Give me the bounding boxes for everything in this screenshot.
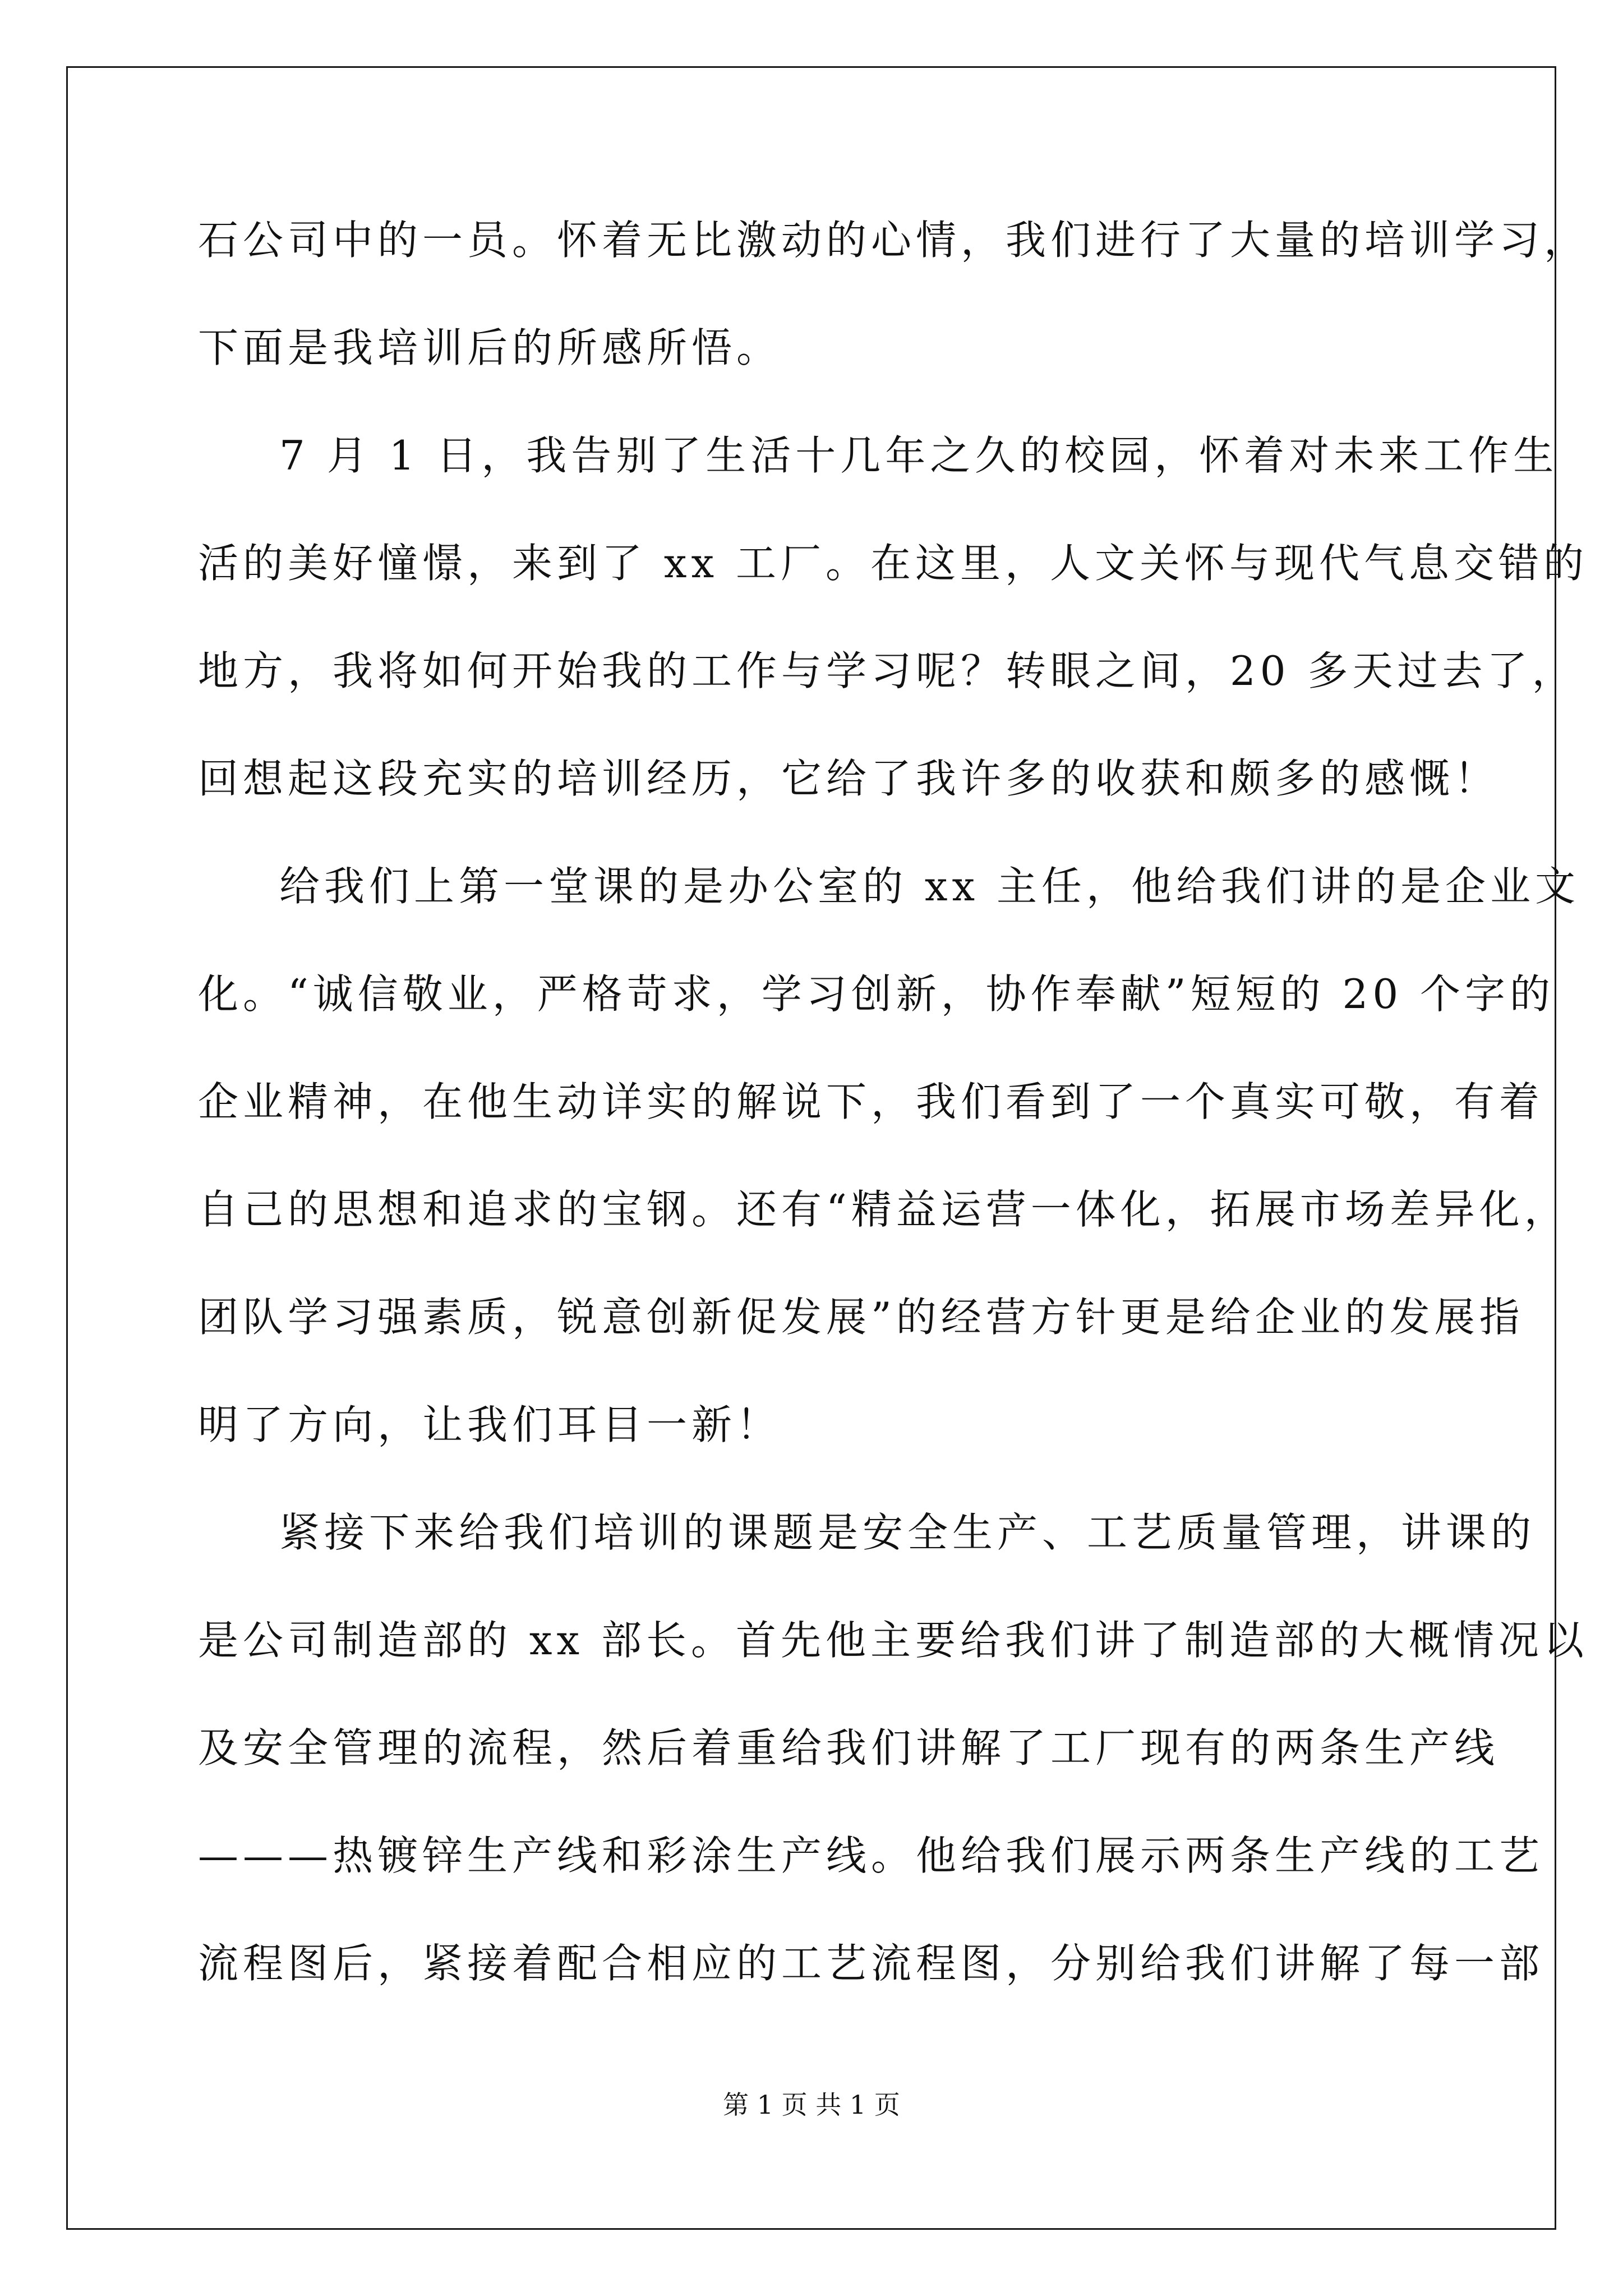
text-line: 7 月 1 日，我告别了生活十几年之久的校园，怀着对未来工作生 — [279, 432, 1559, 479]
text-line: 自己的思想和追求的宝钢。还有“精益运营一体化，拓展市场差异化， — [198, 1186, 1569, 1233]
text-line: 下面是我培训后的所感所悟。 — [198, 324, 782, 371]
text-line: 流程图后，紧接着配合相应的工艺流程图，分别给我们讲解了每一部 — [198, 1940, 1544, 1987]
page-border — [66, 66, 1559, 2230]
text-line: 紧接下来给我们培训的课题是安全生产、工艺质量管理，讲课的 — [279, 1509, 1536, 1556]
text-line: 企业精神，在他生动详实的解说下，我们看到了一个真实可敬，有着 — [198, 1078, 1544, 1125]
text-line: 给我们上第一堂课的是办公室的 xx 主任，他给我们讲的是企业文 — [279, 863, 1580, 910]
text-line: 活的美好憧憬，来到了 xx 工厂。在这里，人文关怀与现代气息交错的 — [198, 540, 1588, 587]
text-line: 明了方向，让我们耳目一新！ — [198, 1401, 782, 1448]
text-line: 地方，我将如何开始我的工作与学习呢？转眼之间，20 多天过去了， — [198, 647, 1577, 694]
text-line: 是公司制造部的 xx 部长。首先他主要给我们讲了制造部的大概情况以 — [198, 1617, 1588, 1664]
text-line: 及安全管理的流程，然后着重给我们讲解了工厂现有的两条生产线 — [198, 1724, 1500, 1772]
text-line: 石公司中的一员。怀着无比激动的心情，我们进行了大量的培训学习， — [198, 217, 1589, 264]
text-line: ———热镀锌生产线和彩涂生产线。他给我们展示两条生产线的工艺 — [198, 1832, 1544, 1879]
text-line: 团队学习强素质，锐意创新促发展”的经营方针更是给企业的发展指 — [198, 1294, 1524, 1341]
text-line: 回想起这段充实的培训经历，它给了我许多的收获和颇多的感慨！ — [198, 755, 1500, 802]
page-footer: 第 1 页 共 1 页 — [723, 2090, 900, 2120]
text-line: 化。“诚信敬业，严格苛求，学习创新，协作奉献”短短的 20 个字的 — [198, 970, 1555, 1018]
